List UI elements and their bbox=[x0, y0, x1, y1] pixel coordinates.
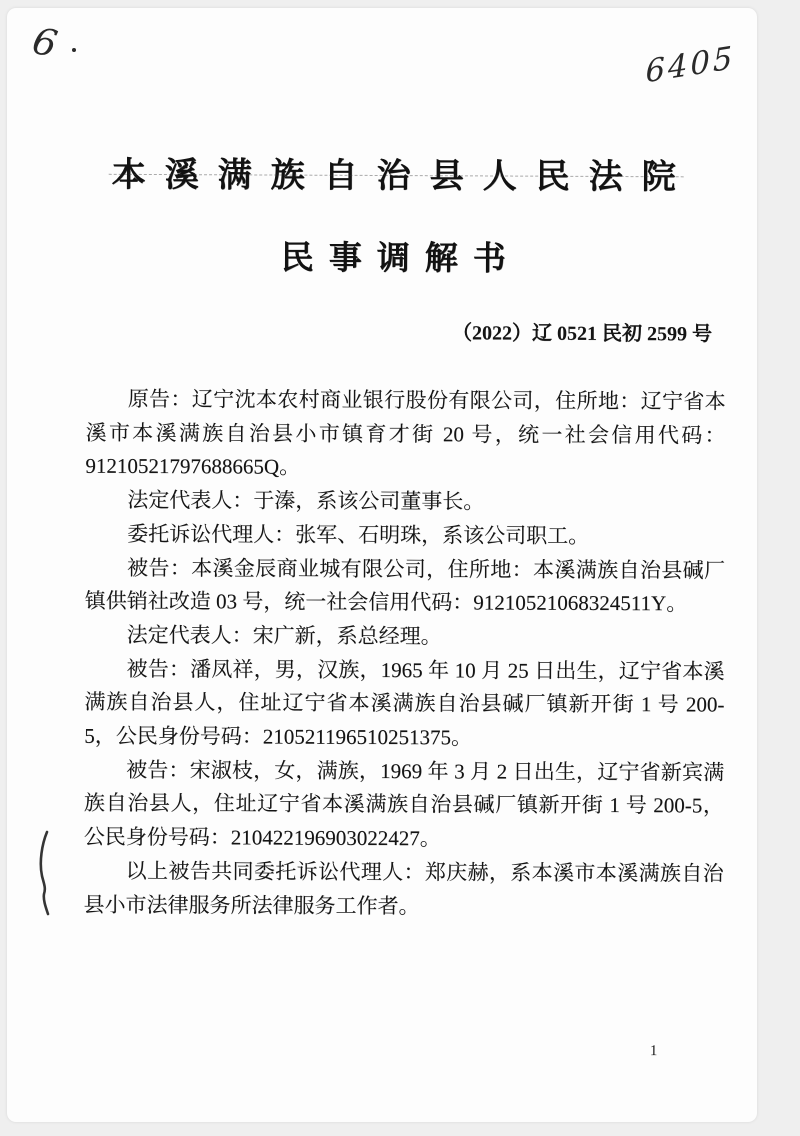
paragraph-defendants-agent: 以上被告共同委托诉讼代理人：郑庆赫，系本溪市本溪满族自治县小市法律服务所法律服务工作者。 bbox=[83, 858, 724, 918]
document-content bbox=[5, 6, 760, 1123]
handwritten-archive-number: 6405 bbox=[645, 39, 736, 91]
paragraph-defendant-company-legal-rep: 法定代表人：宋广新，系总经理。 bbox=[126, 622, 442, 649]
paragraph-plaintiff: 原告：辽宁沈本农村商业银行股份有限公司，住所地：辽宁省本溪市本溪满族自治县小市镇育才街 20 号，统一社会信用代码：91210521797688665Q。 bbox=[85, 386, 726, 480]
paragraph-defendant-song: 被告：宋淑枝，女，满族，1969 年 3 月 2 日出生，辽宁省新宾满族自治县人，住址辽宁省本溪满族自治县碱厂镇新开街 1 号 200-5，公民身份号码：210422196903022427。 bbox=[83, 757, 725, 851]
paragraph-plaintiff-legal-rep: 法定代表人：于溱，系该公司董事长。 bbox=[127, 487, 485, 514]
page-number: 1 bbox=[649, 1043, 658, 1060]
document-body bbox=[83, 383, 725, 925]
court-name-title: 本溪满族自治县人民法院 bbox=[111, 156, 695, 197]
paragraph-defendant-company: 被告：本溪金辰商业城有限公司，住所地：本溪满族自治县碱厂镇供销社改造 03 号，统一社会信用代码：91210521068324511Y。 bbox=[84, 555, 726, 616]
handwritten-number-top-left: 6 bbox=[28, 18, 62, 67]
document-page bbox=[7, 8, 757, 1122]
document-type-title: 民事调解书 bbox=[280, 240, 521, 278]
paragraph-defendant-pan: 被告：潘凤祥，男，汉族，1965 年 10 月 25 日出生，辽宁省本溪满族自治县人，住址辽宁省本溪满族自治县碱厂镇新开街 1 号 200-5，公民身份号码：210521196510251375。 bbox=[84, 656, 725, 750]
case-number: （2022）辽 0521 民初 2599 号 bbox=[451, 322, 713, 346]
paragraph-plaintiff-agents: 委托诉讼代理人：张军、石明珠，系该公司职工。 bbox=[127, 521, 590, 548]
